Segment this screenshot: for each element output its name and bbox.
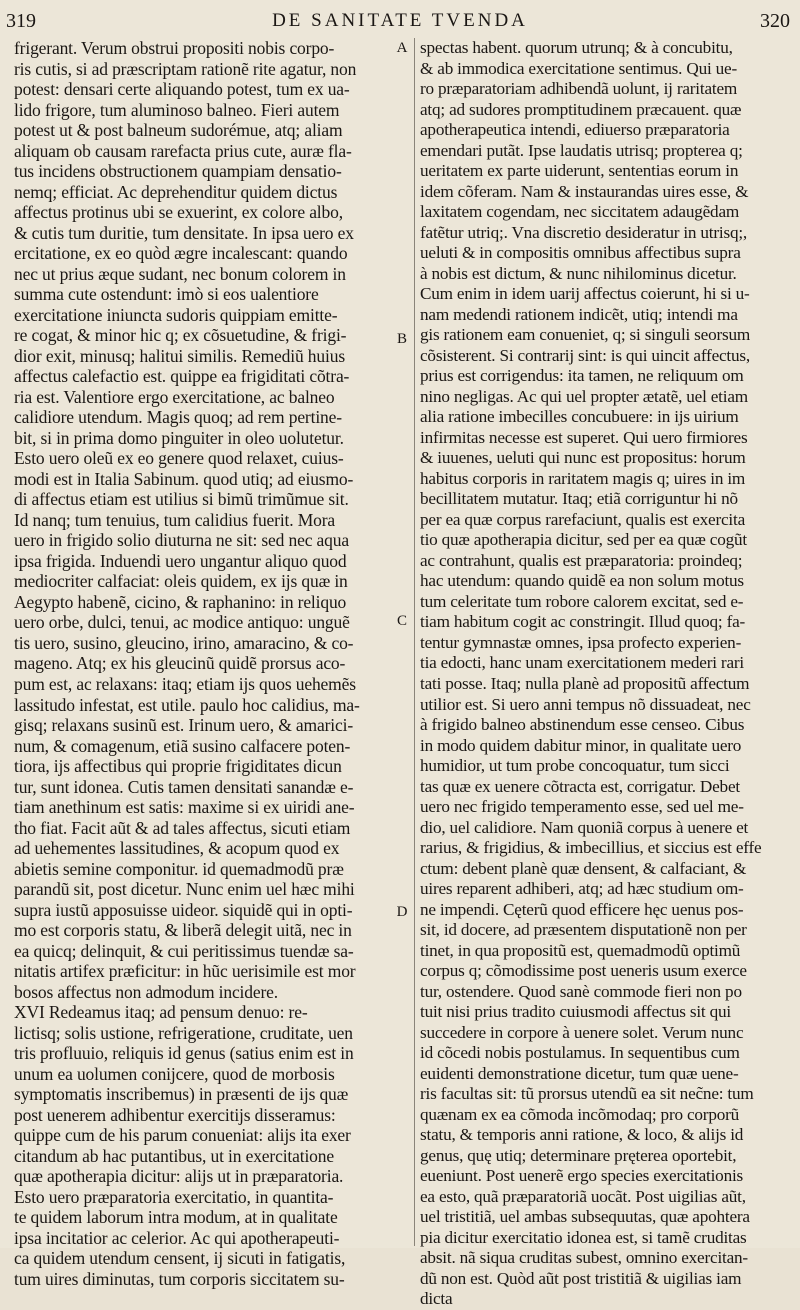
text-line: per ea quæ corpus rarefaciunt, qualis est exercita — [420, 509, 746, 529]
page-header — [0, 6, 800, 36]
text-line: affectus calefactio est. quippe ea frigiditati cõtra- — [14, 366, 350, 387]
text-line: bosos affectus non admodum incidere. — [14, 981, 279, 1002]
text-line: ea quicq; delinquit, & cui peritissimus tuendæ sa- — [14, 940, 354, 961]
text-line: uero in frigido solio diuturna ne sit: sed nec aqua — [14, 530, 349, 551]
text-line: emendari putãt. Ipse laudatis utrisq; propterea q; — [420, 140, 743, 160]
text-line: tho fiat. Facit aũt & ad tales affectus, sicuti etiam — [14, 817, 351, 838]
text-line: potest ut & post balneum sudorémue, atq; aliam — [14, 120, 343, 141]
text-line: uel tristitiã, uel ambas subsequutas, quæ apohtera — [420, 1207, 750, 1227]
text-line: tentur gymnastæ omnes, ipsa profecto experien- — [420, 632, 742, 652]
text-line: apotherapeutica intendi, ediuerso præparatoria — [420, 120, 730, 140]
text-line: modi est in Italia Sabinum. quod utiq; ad eiusmo- — [14, 468, 354, 489]
text-line: di affectus etiam est utilius si bimũ trimũmue sit. — [14, 489, 349, 510]
text-line: succedere in corpore à uenere solet. Verum nunc — [420, 1022, 744, 1042]
text-line: corpus q; cõmodissime post ueneris usum exerce — [420, 961, 747, 981]
running-title: DE SANITATE TVENDA — [272, 10, 528, 31]
text-line: becillitatem mutatur. Itaq; etiã corriguntur hi nõ — [420, 489, 738, 509]
text-line: Id nanq; tum tenuius, tum calidius fuerit. Mora — [14, 509, 336, 530]
text-line: rarius, & frigidius, & imbecillius, et siccius est effe — [420, 838, 762, 858]
text-line: alia ratione imbecilles concubuere: in ijs uirium — [420, 407, 739, 427]
text-line: à nobis est dictum, & nunc nihilominus dicetur. — [420, 263, 737, 283]
text-line: nemq; efficiat. Ac deprehenditur quidem dictus — [14, 181, 338, 202]
column-divider — [414, 38, 415, 1246]
text-line: frigerant. Verum obstrui propositi nobis corpo- — [14, 38, 335, 58]
margin-marker-b: B — [396, 331, 407, 347]
text-line: tati posse. Itaq; nulla planè ad propositũ affectum — [420, 673, 750, 693]
text-line: ne impendi. Cęterũ quod efficere hęc uenus pos- — [420, 899, 744, 919]
text-line: & ab immodica exercitatione sentimus. Qui ue- — [420, 58, 737, 78]
text-line: tia edocti, hanc unam exercitationem mederi rari — [420, 653, 744, 673]
margin-marker-c: C — [396, 613, 407, 629]
text-line: tas quæ ex uenere cõtracta est, corrigatur. Debet — [420, 776, 740, 796]
text-line: ipsa incitatior ac celerior. Ac qui apotherapeuti- — [14, 1227, 340, 1248]
text-line: quæ apotherapia dicitur: alijs ut in præparatoria. — [14, 1166, 344, 1187]
text-line: laxitatem cogendam, nec siccitatem adaugẽdam — [420, 202, 740, 222]
text-line: in modo quidem dabitur minor, in qualitate uero — [420, 735, 742, 755]
text-line: potest: densari certe aliquando potest, tum ex ua- — [14, 79, 350, 100]
margin-marker-a: A — [396, 40, 408, 56]
text-line: mageno. Atq; ex his gleucinũ quidẽ prorsus aco- — [14, 653, 346, 674]
text-line: tiam habitum cogit ac constringit. Illud quoq; fa- — [420, 612, 746, 632]
text-line: ris facultas sit: tũ prorsus utendũ ea sit nec̃ne: tum — [420, 1084, 754, 1104]
text-line: tus incidens obstructionem quampiam densatio- — [14, 161, 342, 182]
text-line: tuit nisi prius tradito cuiusmodi affectus sit qui — [420, 1002, 731, 1022]
text-line: genus, quę utiq; determinare pręterea oportebit, — [420, 1145, 737, 1165]
text-line: tum uires diminutas, tum corporis siccitatem su- — [14, 1268, 345, 1289]
text-line: affectus protinus ubi se exuerint, ex colore albo, — [14, 202, 343, 223]
text-line: euidenti demonstratione dicetur, tum quæ uene- — [420, 1063, 739, 1083]
text-line: ueritatem ex parte uiderunt, sententias eorum in — [420, 161, 739, 181]
text-line: pia dicitur exercitatio idonea est, si tamẽ cruditas — [420, 1227, 747, 1247]
text-line: pum est, ac relaxans: itaq; etiam ijs quos uehemẽs — [14, 673, 356, 694]
text-line: dior exit, minusq; halitui similis. Remediũ huius — [14, 345, 345, 366]
text-line: symptomatis inscribemus) in præsenti de ijs quæ — [14, 1084, 349, 1105]
text-line: ris cutis, si ad præscriptam rationẽ rite agatur, non — [14, 58, 357, 79]
text-line: nec ut prius æque sudant, nec bonum colorem in — [14, 263, 346, 284]
text-line: uero nec frigido temperamento esse, sed uel me- — [420, 797, 744, 817]
text-line: ca quidem utendum censent, ij sicuti in fatigatis, — [14, 1248, 346, 1269]
text-line: gisq; relaxans susinũ est. Irinum uero, & amarici- — [14, 715, 354, 736]
text-line: tiora, ijs affectibus qui proprie frigiditates dicun — [14, 756, 342, 777]
text-line: lassitudo infestat, est utile. paulo hoc calidius, ma- — [14, 694, 360, 715]
text-line: & cutis tum duritie, tum densitate. In ipsa uero ex — [14, 222, 354, 243]
text-line: hac utendum: quando quidẽ ea non solum motus — [420, 571, 744, 591]
text-line: ercitatione, ex eo quòd ægre incalescant: quando — [14, 243, 348, 264]
text-line: gis rationem eam conueniet, q; si singuli seorsum — [420, 325, 751, 345]
text-line: cõsisterent. Si contrarij sint: is qui uincit affectus, — [420, 345, 750, 365]
text-line: ac contrahunt, qualis est præparatoria: proindeq; — [420, 550, 743, 570]
text-line: abietis semine componitur. id quemadmodũ præ — [14, 858, 344, 879]
text-line: calidiore utendum. Magis quoq; ad rem pertine- — [14, 407, 342, 428]
text-line: prius est corrigendus: ita tamen, ne reliquum om — [420, 366, 744, 386]
text-line: à frigido balneo abstinendum esse censeo. Cibus — [420, 715, 745, 735]
text-line: tur, ostendere. Quod sanè commode fieri non po — [420, 981, 742, 1001]
text-line: ro præparatoriam adhibendã uolunt, ij raritatem — [420, 79, 738, 99]
text-line: tio quæ apotherapia dicitur, sed per ea quæ cogũt — [420, 530, 747, 550]
text-line: fatẽtur utriq;. Vna discretio desideratur in utrisq;, — [420, 222, 748, 242]
text-line: parandũ sit, post dicetur. Nunc enim uel hæc mihi — [14, 879, 355, 900]
text-line: spectas habent. quorum utrunq; & à concubitu, — [420, 38, 733, 57]
text-line: quænam ex ea cõmoda incõmodaq; pro corporũ — [420, 1104, 740, 1124]
text-line: absit. nã siqua cruditas subest, omnino exercitan- — [420, 1248, 748, 1268]
text-line: id cõcedi nobis postulamus. In sequentibus cum — [420, 1043, 740, 1063]
text-line: ueluti & in compositis omnibus affectibus supra — [420, 243, 741, 263]
text-line: sit, id docere, ad præsentem disputationẽ non per — [420, 920, 747, 940]
text-line: num, & comagenum, etiã susino calfacere poten- — [14, 735, 351, 756]
text-line: lictisq; solis ustione, refrigeratione, cruditate, uen — [14, 1022, 353, 1043]
text-line: supra iustũ apposuisse uideor. siquidẽ qui in opti- — [14, 899, 353, 920]
text-line: aliquam ob causam rarefacta prius cute, auræ fla- — [14, 140, 352, 161]
text-line: ad uehementes lassitudines, & acopum quod ex — [14, 838, 340, 859]
left-page-number: 319 — [6, 10, 36, 32]
text-line: Esto uero oleũ ex eo genere quod relaxet, cuius- — [14, 448, 344, 469]
text-line: tris profluuio, reliquis id genus (satius enim est in — [14, 1043, 354, 1064]
text-line: unum ea uolumen conijcere, quod de morbosis — [14, 1063, 335, 1084]
text-line: Esto uero præparatoria exercitatio, in quantita- — [14, 1186, 334, 1207]
text-line: exercitatione iniuncta sudoris quippiam emitte- — [14, 304, 338, 325]
text-line: Cum enim in idem uarij affectus coierunt, hi si u- — [420, 284, 750, 304]
text-line: dũ non est. Quòd aũt post tristitiã & uigilias iam — [420, 1268, 742, 1288]
text-line: utilior est. Si uero anni tempus nõ dissuadeat, nec — [420, 694, 751, 714]
text-line: ea esto, quã præparatoriã uocãt. Post uigilias aũt, — [420, 1186, 746, 1206]
text-line: statu, & temporis anni ratione, & loco, & alijs id — [420, 1125, 744, 1145]
text-line: tur, sunt idonea. Cutis tamen densitati sanandæ e- — [14, 776, 354, 797]
text-line: dicta — [420, 1289, 453, 1309]
text-line: re cogat, & minor hic q; ex cõsuetudine, & frigi- — [14, 325, 347, 346]
text-line: nino negligas. Ac qui uel propter ætatẽ, uel etiam — [420, 386, 748, 406]
text-line: ria est. Valentiore ergo exercitatione, ac balneo — [14, 386, 335, 407]
text-line: atq; ad sudores promptitudinem præcauent. quæ — [420, 99, 742, 119]
text-line: ctum: debent planè quæ densent, & calfaciant, & — [420, 858, 747, 878]
text-line: habitus corporis in raritatem magis q; uires in im — [420, 468, 746, 488]
text-line: post uenerem adhibentur exercitijs disseramus: — [14, 1104, 336, 1125]
right-text-column — [420, 38, 794, 1309]
text-line: uero orbe, dulci, tenui, ac modice antiquo: unguẽ — [14, 612, 350, 633]
text-line: tis uero, susino, gleucino, irino, amaracino, & co- — [14, 632, 354, 653]
text-line: quippe cum de his parum conueniat: alijs ita exer — [14, 1125, 351, 1146]
text-line: uires reparent adhiberi, atq; ad hæc studium om- — [420, 879, 744, 899]
text-line: idem cõferam. Nam & instaurandas uires esse, & — [420, 181, 749, 201]
text-line: dio, uel calidiore. Nam quoniã corpus à uenere et — [420, 817, 749, 837]
text-line: tinet, in qua propositũ est, quemadmodũ optimũ — [420, 940, 741, 960]
text-line: Aegypto habenẽ, cicino, & raphanino: in reliquo — [14, 591, 347, 612]
text-line: eueniunt. Post uenerẽ ergo species exercitationis — [420, 1166, 744, 1186]
text-line: bit, si in prima domo pinguiter in oleo uolutetur. — [14, 427, 344, 448]
text-line: ipsa frigida. Induendi uero ungantur aliquo quod — [14, 550, 347, 571]
text-line: citandum ab hac putantibus, ut in exercitatione — [14, 1145, 334, 1166]
text-line: mo est corporis statu, & liberã delegit uitã, nec in — [14, 920, 352, 941]
text-line: nitatis artifex præficitur: in hũc uerisimile est mor — [14, 961, 356, 982]
margin-marker-d: D — [396, 904, 408, 920]
left-text-column — [14, 38, 388, 1289]
right-page-number: 320 — [760, 10, 790, 32]
text-line: infirmitas necesse est superet. Qui uero firmiores — [420, 427, 748, 447]
text-line: & iuuenes, ueluti qui nunc est propositus: horum — [420, 448, 746, 468]
text-line: XVI Redeamus itaq; ad pensum denuo: re- — [14, 1002, 308, 1023]
text-line: humidior, ut tum probe concoquatur, tum sicci — [420, 756, 730, 776]
text-line: tiam anethinum est satis: maxime si ex uiridi ane- — [14, 797, 355, 818]
text-line: te quidem laborum intra modum, at in qualitate — [14, 1207, 338, 1228]
text-line: summa cute ostendunt: imò si eos ualentiore — [14, 284, 319, 305]
text-line: tum celeritate tum robore calorem excitat, sed e- — [420, 591, 744, 611]
text-line: nam medendi rationem indicẽt, utiq; intendi ma — [420, 304, 738, 324]
text-line: lido frigore, tum aluminoso balneo. Fieri autem — [14, 99, 340, 120]
text-line: mediocriter calfaciat: oleis quidem, ex ijs quæ in — [14, 571, 348, 592]
